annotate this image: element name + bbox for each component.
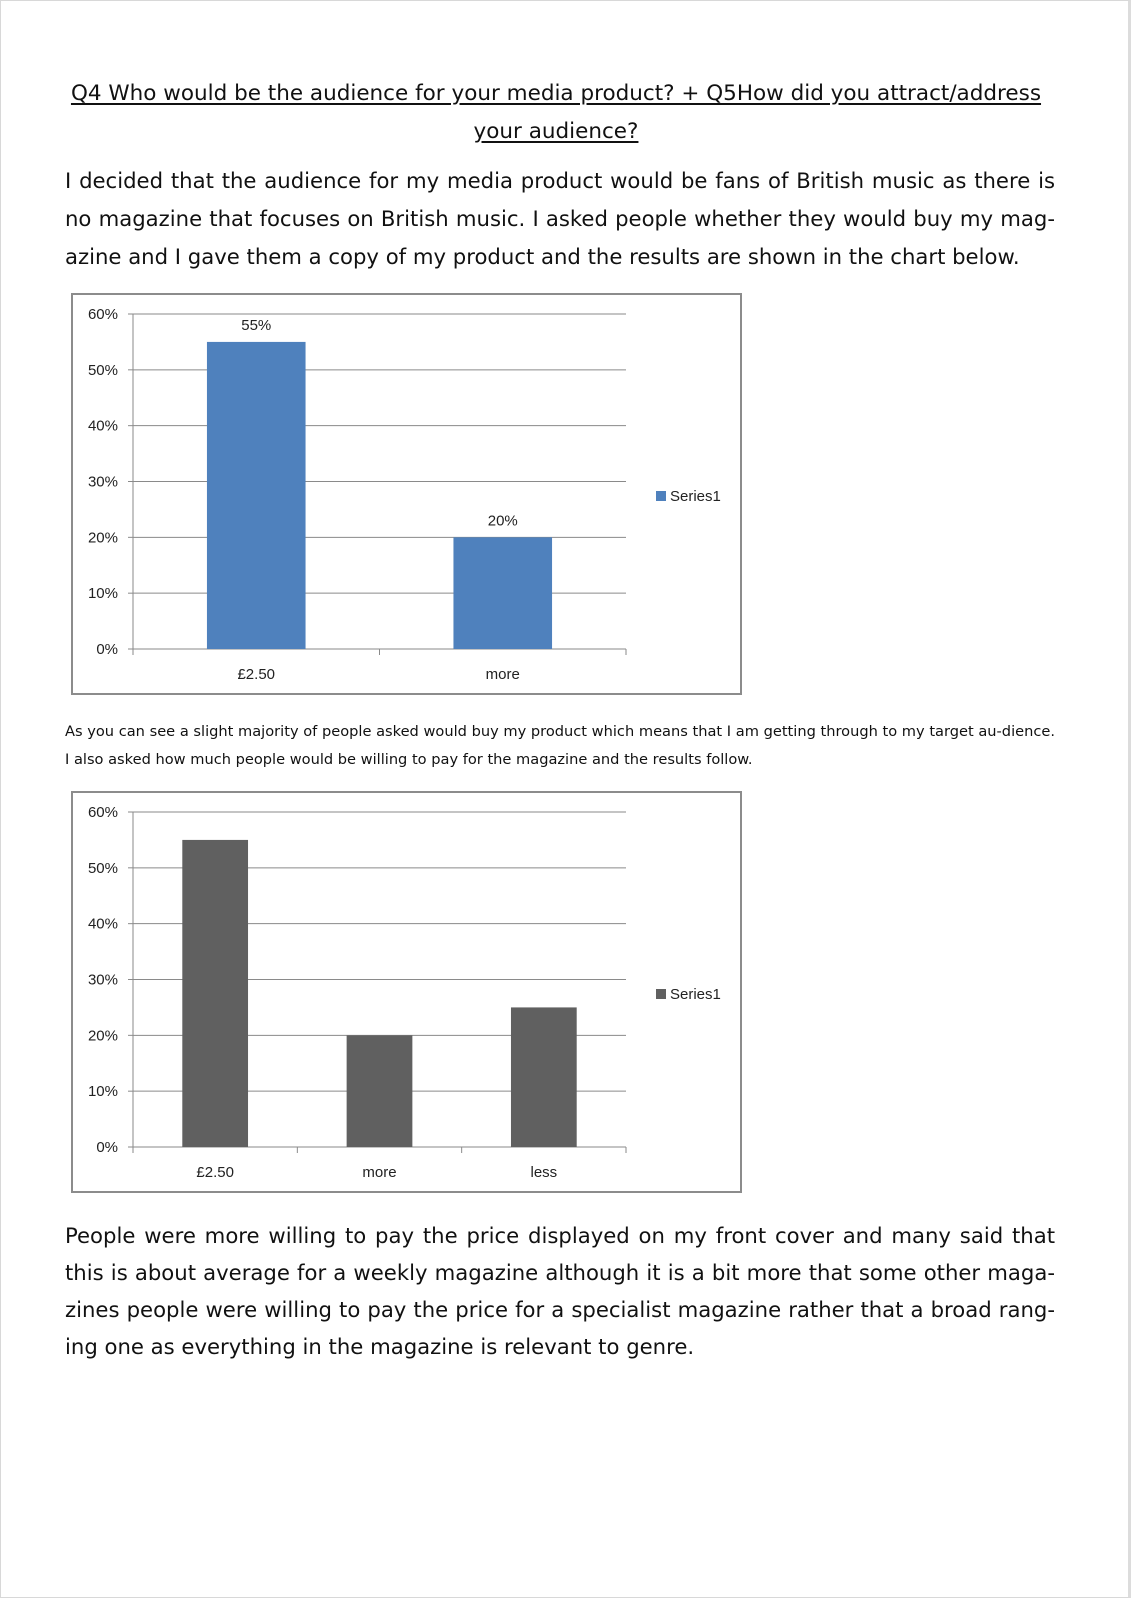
purchase-intent-chart-svg	[73, 295, 740, 693]
y-tick-label: 0%	[96, 641, 118, 658]
conclusion-paragraph: People were more willing to pay the price displayed on my front cover and many said that this is about average for a weekly magazine although it is a bit more that some other maga-zines people were willing to pay the price for a specialist magazine rather that a broad rang-ing one as everything in the magazine is relevant to genre.	[65, 1223, 1055, 1359]
x-category-label: more	[362, 1164, 397, 1181]
y-tick-label: 30%	[87, 971, 118, 989]
y-tick-label: 10%	[87, 1083, 118, 1101]
y-tick-label: 20%	[87, 529, 118, 547]
y-tick-label: 40%	[87, 417, 118, 435]
price-willingness-chart-svg	[73, 793, 740, 1191]
legend-swatch	[656, 491, 666, 501]
middle-paragraph: As you can see a slight majority of people asked would buy my product which means that I am getting through to my target au-dience. I also asked how much people would be willing to pay for the magazine and the results follow.	[65, 723, 1055, 768]
legend-label: Series1	[670, 488, 721, 505]
bar-3	[511, 1007, 577, 1147]
y-tick-label: 60%	[87, 804, 118, 821]
bar-2	[347, 1035, 413, 1147]
x-category-label: more	[485, 666, 520, 683]
x-category-label: £2.50	[196, 1164, 234, 1181]
y-tick-label: 50%	[87, 361, 118, 379]
intro-paragraph: I decided that the audience for my media product would be fans of British music as there is no magazine that focuses on British music. I asked people whether they would buy my mag-azine and I gave them a copy of my product and the results are shown in the chart below.	[65, 168, 1055, 269]
price-willingness-chart	[71, 791, 742, 1193]
data-label: 20%	[487, 512, 518, 530]
x-category-label: £2.50	[237, 666, 276, 683]
bar-2	[453, 537, 552, 649]
page-title: Q4 Who would be the audience for your media product? + Q5How did you attract/address your audience?	[70, 81, 1042, 144]
bar-1	[207, 342, 306, 649]
y-tick-label: 40%	[87, 915, 118, 933]
legend-swatch	[656, 989, 666, 999]
x-category-label: less	[530, 1164, 558, 1181]
y-tick-label: 50%	[87, 859, 118, 877]
legend-label: Series1	[670, 986, 721, 1003]
bar-1	[182, 840, 248, 1147]
purchase-intent-chart	[71, 293, 742, 695]
y-tick-label: 10%	[87, 585, 118, 603]
y-tick-label: 20%	[87, 1027, 118, 1045]
y-tick-label: 60%	[87, 306, 118, 323]
y-tick-label: 30%	[87, 473, 118, 491]
data-label: 55%	[241, 316, 272, 334]
y-tick-label: 0%	[96, 1139, 118, 1156]
